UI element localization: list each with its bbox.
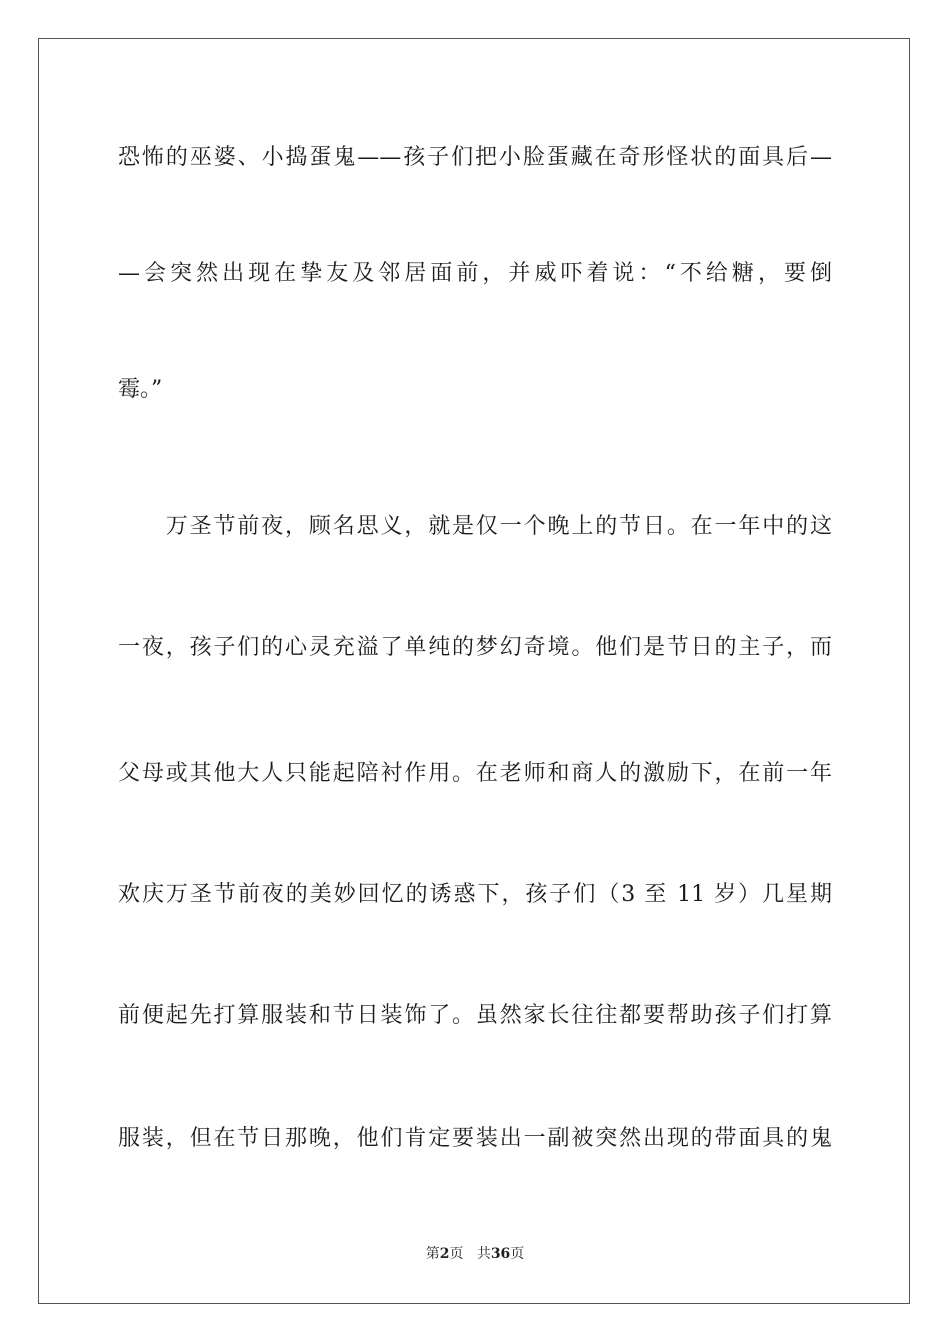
footer-total-pages: 36 — [490, 1246, 511, 1262]
footer-page-suffix: 页 — [449, 1246, 464, 1262]
body-line-8: 前便起先打算服装和节日装饰了。虽然家长往往都要帮助孩子们打算 — [118, 1003, 832, 1028]
body-line-7: 欢庆万圣节前夜的美妙回忆的诱惑下，孩子们（3 至 11 岁）几星期 — [118, 882, 832, 907]
body-line-9: 服装，但在节日那晚，他们肯定要装出一副被突然出现的带面具的鬼 — [118, 1126, 832, 1151]
page-footer — [0, 1244, 950, 1264]
body-line-1: 恐怖的巫婆、小捣蛋鬼——孩子们把小脸蛋藏在奇形怪状的面具后— — [118, 145, 832, 170]
body-line-4: 万圣节前夜，顾名思义，就是仅一个晚上的节日。在一年中的这 — [118, 514, 832, 539]
body-line-5: 一夜，孩子们的心灵充溢了单纯的梦幻奇境。他们是节日的主子，而 — [118, 635, 832, 660]
footer-total-prefix: 共 — [476, 1246, 491, 1262]
body-line-3: 霉。” — [118, 377, 163, 402]
body-line-6: 父母或其他大人只能起陪衬作用。在老师和商人的激励下，在前一年 — [118, 761, 832, 786]
body-line-2: —会突然出现在挚友及邻居面前，并威吓着说：“不给糖，要倒 — [118, 261, 832, 286]
footer-page-prefix: 第 — [425, 1246, 440, 1262]
footer-total-suffix: 页 — [510, 1246, 525, 1262]
footer-page-number: 2 — [439, 1246, 450, 1262]
page-border — [38, 38, 910, 1304]
